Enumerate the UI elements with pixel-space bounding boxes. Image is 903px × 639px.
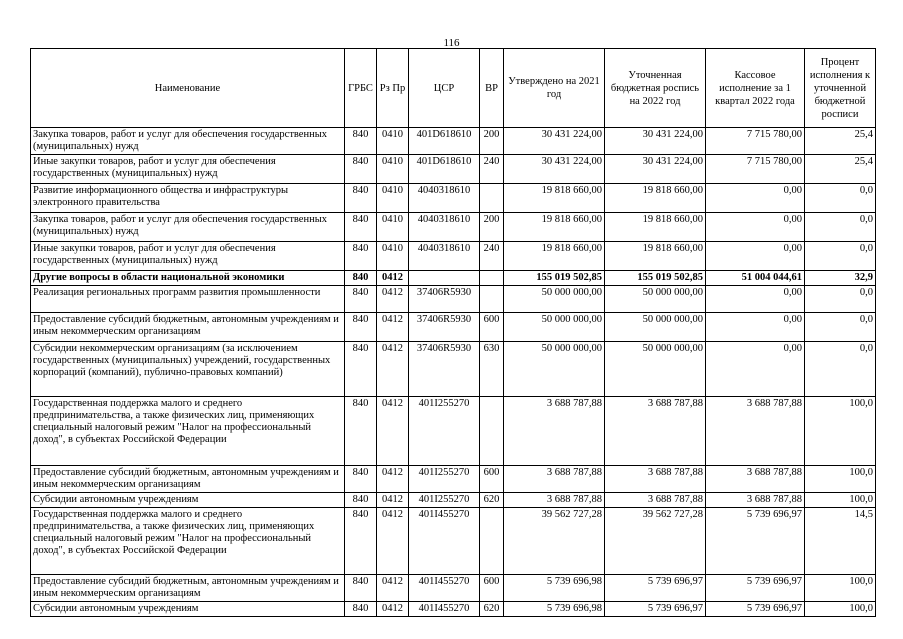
cell-refined: 19 818 660,00: [605, 184, 706, 213]
cell-percent: 100,0: [805, 466, 876, 493]
cell-csr: 401I455270: [409, 575, 480, 602]
cell-percent: 25,4: [805, 128, 876, 155]
cell-cash: 5 739 696,97: [706, 602, 805, 617]
cell-name: Государственная поддержка малого и среднего предпринимательства, а также физических лиц, применяющих специальный налоговый режим "Налог на профессиональный доход", в субъектах Российской Федерации: [31, 508, 345, 575]
header-refined: Уточненная бюджетная роспись на 2022 год: [605, 49, 706, 128]
cell-percent: 25,4: [805, 155, 876, 184]
cell-percent: 0,0: [805, 213, 876, 242]
cell-refined: 3 688 787,88: [605, 397, 706, 466]
cell-grbs: 840: [345, 342, 377, 397]
cell-percent: 100,0: [805, 493, 876, 508]
cell-refined: 5 739 696,97: [605, 575, 706, 602]
table-row: [31, 242, 876, 271]
cell-refined: 3 688 787,88: [605, 466, 706, 493]
cell-rzpr: 0410: [377, 213, 409, 242]
cell-csr: 4040318610: [409, 213, 480, 242]
cell-name: Реализация региональных программ развития промышленности: [31, 286, 345, 313]
cell-refined: 5 739 696,97: [605, 602, 706, 617]
cell-rzpr: 0412: [377, 508, 409, 575]
cell-approved: 50 000 000,00: [504, 286, 605, 313]
cell-rzpr: 0412: [377, 342, 409, 397]
cell-name: Другие вопросы в области национальной экономики: [31, 271, 345, 286]
cell-approved: 3 688 787,88: [504, 493, 605, 508]
cell-percent: 14,5: [805, 508, 876, 575]
cell-approved: 5 739 696,98: [504, 602, 605, 617]
cell-cash: 0,00: [706, 313, 805, 342]
cell-cash: 5 739 696,97: [706, 575, 805, 602]
cell-cash: 51 004 044,61: [706, 271, 805, 286]
cell-rzpr: 0412: [377, 271, 409, 286]
cell-cash: 3 688 787,88: [706, 466, 805, 493]
cell-cash: 3 688 787,88: [706, 493, 805, 508]
cell-rzpr: 0412: [377, 466, 409, 493]
cell-vr: 600: [480, 313, 504, 342]
cell-grbs: 840: [345, 313, 377, 342]
cell-cash: 3 688 787,88: [706, 397, 805, 466]
cell-cash: 5 739 696,97: [706, 508, 805, 575]
header-rzpr: Рз Пр: [377, 49, 409, 128]
cell-vr: [480, 397, 504, 466]
cell-rzpr: 0412: [377, 493, 409, 508]
cell-approved: 30 431 224,00: [504, 128, 605, 155]
cell-refined: 30 431 224,00: [605, 128, 706, 155]
cell-approved: 19 818 660,00: [504, 184, 605, 213]
cell-approved: 50 000 000,00: [504, 342, 605, 397]
cell-vr: [480, 508, 504, 575]
table-row: [31, 466, 876, 493]
header-vr: ВР: [480, 49, 504, 128]
cell-approved: 3 688 787,88: [504, 466, 605, 493]
cell-rzpr: 0412: [377, 602, 409, 617]
cell-grbs: 840: [345, 466, 377, 493]
cell-vr: 600: [480, 466, 504, 493]
cell-approved: 30 431 224,00: [504, 155, 605, 184]
cell-name: Иные закупки товаров, работ и услуг для обеспечения государственных (муниципальных) нужд: [31, 155, 345, 184]
cell-percent: 0,0: [805, 242, 876, 271]
cell-csr: 4040318610: [409, 242, 480, 271]
cell-approved: 39 562 727,28: [504, 508, 605, 575]
cell-name: Иные закупки товаров, работ и услуг для обеспечения государственных (муниципальных) нужд: [31, 242, 345, 271]
cell-grbs: 840: [345, 286, 377, 313]
cell-approved: 50 000 000,00: [504, 313, 605, 342]
cell-name: Государственная поддержка малого и среднего предпринимательства, а также физических лиц, применяющих специальный налоговый режим "Налог на профессиональный доход", в субъектах Российской Федерации: [31, 397, 345, 466]
cell-refined: 50 000 000,00: [605, 342, 706, 397]
cell-refined: 3 688 787,88: [605, 493, 706, 508]
cell-refined: 39 562 727,28: [605, 508, 706, 575]
cell-vr: [480, 271, 504, 286]
cell-refined: 30 431 224,00: [605, 155, 706, 184]
cell-cash: 0,00: [706, 242, 805, 271]
header-grbs: ГРБС: [345, 49, 377, 128]
cell-grbs: 840: [345, 397, 377, 466]
cell-rzpr: 0412: [377, 313, 409, 342]
table-row: [31, 602, 876, 617]
cell-percent: 100,0: [805, 602, 876, 617]
cell-refined: 50 000 000,00: [605, 313, 706, 342]
table-row: [31, 508, 876, 575]
cell-vr: 200: [480, 213, 504, 242]
cell-grbs: 840: [345, 242, 377, 271]
table-row: [31, 271, 876, 286]
cell-grbs: 840: [345, 575, 377, 602]
table-row: [31, 493, 876, 508]
cell-percent: 0,0: [805, 286, 876, 313]
budget-table: [30, 48, 876, 617]
cell-rzpr: 0412: [377, 397, 409, 466]
cell-cash: 0,00: [706, 213, 805, 242]
cell-grbs: 840: [345, 184, 377, 213]
cell-rzpr: 0412: [377, 575, 409, 602]
header-name: Наименование: [31, 49, 345, 128]
cell-refined: 19 818 660,00: [605, 213, 706, 242]
cell-approved: 3 688 787,88: [504, 397, 605, 466]
cell-approved: 5 739 696,98: [504, 575, 605, 602]
cell-cash: 0,00: [706, 342, 805, 397]
cell-vr: 620: [480, 602, 504, 617]
table-body: [31, 128, 876, 617]
cell-rzpr: 0410: [377, 184, 409, 213]
cell-csr: 401I255270: [409, 397, 480, 466]
cell-cash: 0,00: [706, 286, 805, 313]
cell-grbs: 840: [345, 602, 377, 617]
cell-csr: 401I455270: [409, 602, 480, 617]
cell-grbs: 840: [345, 155, 377, 184]
cell-cash: 0,00: [706, 184, 805, 213]
cell-grbs: 840: [345, 493, 377, 508]
table-row: [31, 313, 876, 342]
cell-vr: 630: [480, 342, 504, 397]
cell-csr: 401D618610: [409, 128, 480, 155]
cell-csr: 401I255270: [409, 466, 480, 493]
cell-name: Предоставление субсидий бюджетным, автономным учреждениям и иным некоммерческим организациям: [31, 313, 345, 342]
table-row: [31, 213, 876, 242]
cell-csr: [409, 271, 480, 286]
cell-name: Развитие информационного общества и инфраструктуры электронного правительства: [31, 184, 345, 213]
cell-name: Субсидии автономным учреждениям: [31, 493, 345, 508]
cell-name: Субсидии некоммерческим организациям (за исключением государственных (муниципальных) учреждений, государственных корпораций (компаний), публично-правовых компаний): [31, 342, 345, 397]
cell-name: Предоставление субсидий бюджетным, автономным учреждениям и иным некоммерческим организациям: [31, 466, 345, 493]
cell-approved: 155 019 502,85: [504, 271, 605, 286]
cell-cash: 7 715 780,00: [706, 128, 805, 155]
table-row: [31, 155, 876, 184]
table-row: [31, 342, 876, 397]
cell-percent: 100,0: [805, 575, 876, 602]
cell-vr: 600: [480, 575, 504, 602]
cell-csr: 401I455270: [409, 508, 480, 575]
cell-rzpr: 0412: [377, 286, 409, 313]
cell-vr: 200: [480, 128, 504, 155]
cell-vr: 620: [480, 493, 504, 508]
cell-grbs: 840: [345, 213, 377, 242]
cell-vr: [480, 286, 504, 313]
header-row: [31, 49, 876, 128]
cell-grbs: 840: [345, 508, 377, 575]
cell-refined: 50 000 000,00: [605, 286, 706, 313]
table-row: [31, 397, 876, 466]
cell-csr: 37406R5930: [409, 313, 480, 342]
cell-name: Закупка товаров, работ и услуг для обеспечения государственных (муниципальных) нужд: [31, 128, 345, 155]
cell-percent: 100,0: [805, 397, 876, 466]
cell-grbs: 840: [345, 271, 377, 286]
header-percent: Процент исполнения к уточненной бюджетной росписи: [805, 49, 876, 128]
header-csr: ЦСР: [409, 49, 480, 128]
header-cash: Кассовое исполнение за 1 квартал 2022 года: [706, 49, 805, 128]
cell-csr: 401D618610: [409, 155, 480, 184]
cell-rzpr: 0410: [377, 242, 409, 271]
cell-vr: 240: [480, 242, 504, 271]
cell-grbs: 840: [345, 128, 377, 155]
table-row: [31, 184, 876, 213]
cell-percent: 0,0: [805, 342, 876, 397]
page-number: 116: [443, 37, 460, 49]
cell-refined: 19 818 660,00: [605, 242, 706, 271]
cell-rzpr: 0410: [377, 128, 409, 155]
cell-name: Субсидии автономным учреждениям: [31, 602, 345, 617]
cell-name: Предоставление субсидий бюджетным, автономным учреждениям и иным некоммерческим организациям: [31, 575, 345, 602]
cell-rzpr: 0410: [377, 155, 409, 184]
cell-percent: 0,0: [805, 313, 876, 342]
cell-vr: [480, 184, 504, 213]
cell-approved: 19 818 660,00: [504, 242, 605, 271]
cell-csr: 401I255270: [409, 493, 480, 508]
cell-name: Закупка товаров, работ и услуг для обеспечения государственных (муниципальных) нужд: [31, 213, 345, 242]
table-row: [31, 128, 876, 155]
cell-vr: 240: [480, 155, 504, 184]
cell-cash: 7 715 780,00: [706, 155, 805, 184]
header-approved: Утверждено на 2021 год: [504, 49, 605, 128]
cell-csr: 37406R5930: [409, 286, 480, 313]
cell-refined: 155 019 502,85: [605, 271, 706, 286]
cell-approved: 19 818 660,00: [504, 213, 605, 242]
table-row: [31, 575, 876, 602]
cell-csr: 4040318610: [409, 184, 480, 213]
cell-percent: 32,9: [805, 271, 876, 286]
cell-csr: 37406R5930: [409, 342, 480, 397]
table-row: [31, 286, 876, 313]
cell-percent: 0,0: [805, 184, 876, 213]
